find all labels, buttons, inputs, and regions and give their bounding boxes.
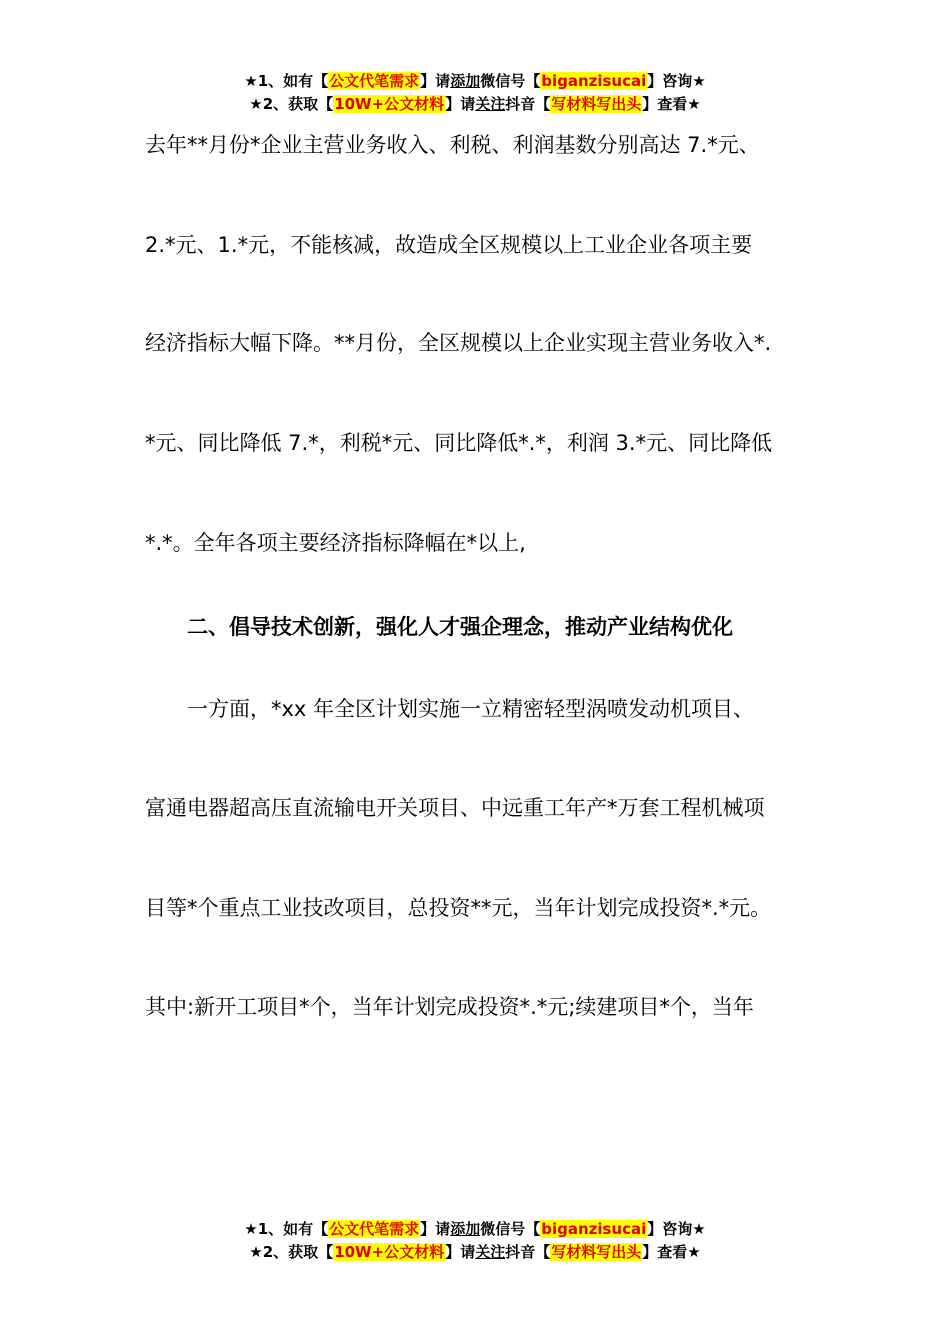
body-line-2: 2.*元、1.*元，不能核减，故造成全区规模以上工业企业各项主要 (145, 233, 753, 257)
footer-highlight-materials: 10W+公文材料 (334, 1243, 445, 1261)
footer-banner-line-2: ★2、获取【10W+公文材料】请关注抖音【写材料写出头】查看★ (249, 1243, 701, 1261)
paragraph-line-1: 一方面，*xx 年全区计划实施一立精密轻型涡喷发动机项目、 (187, 697, 755, 721)
highlight-materials: 10W+公文材料 (334, 95, 445, 113)
header-banner (0, 70, 950, 116)
highlight-service: 公文代笔需求 (329, 72, 420, 90)
body-line-5: *.*。全年各项主要经济指标降幅在*以上, (145, 531, 526, 555)
paragraph-line-2: 富通电器超高压直流输电开关项目、中远重工年产*万套工程机械项 (145, 796, 765, 820)
body-line-1: 去年**月份*企业主营业务收入、利税、利润基数分别高达 7.*元、 (145, 133, 760, 157)
footer-banner (0, 1218, 950, 1264)
banner-line-1: ★1、如有【公文代笔需求】请添加微信号【biganzisucai】咨询★ (244, 72, 706, 90)
footer-banner-line-1: ★1、如有【公文代笔需求】请添加微信号【biganzisucai】咨询★ (244, 1220, 706, 1238)
banner-line-2: ★2、获取【10W+公文材料】请关注抖音【写材料写出头】查看★ (249, 95, 701, 113)
highlight-douyin: 写材料写出头 (551, 95, 642, 113)
body-line-3: 经济指标大幅下降。**月份，全区规模以上企业实现主营业务收入*. (145, 331, 772, 355)
footer-highlight-wechat-id: biganzisucai (541, 1220, 647, 1238)
body-line-4: *元、同比降低 7.*，利税*元、同比降低*.*，利润 3.*元、同比降低 (145, 431, 773, 455)
paragraph-line-3: 目等*个重点工业技改项目，总投资**元，当年计划完成投资*.*元。 (145, 896, 772, 920)
section-heading: 二、倡导技术创新，强化人才强企理念，推动产业结构优化 (187, 615, 733, 639)
highlight-wechat-id: biganzisucai (541, 72, 647, 90)
footer-highlight-douyin: 写材料写出头 (551, 1243, 642, 1261)
footer-highlight-service: 公文代笔需求 (329, 1220, 420, 1238)
paragraph-line-4: 其中:新开工项目*个，当年计划完成投资*.*元;续建项目*个，当年 (145, 995, 754, 1019)
